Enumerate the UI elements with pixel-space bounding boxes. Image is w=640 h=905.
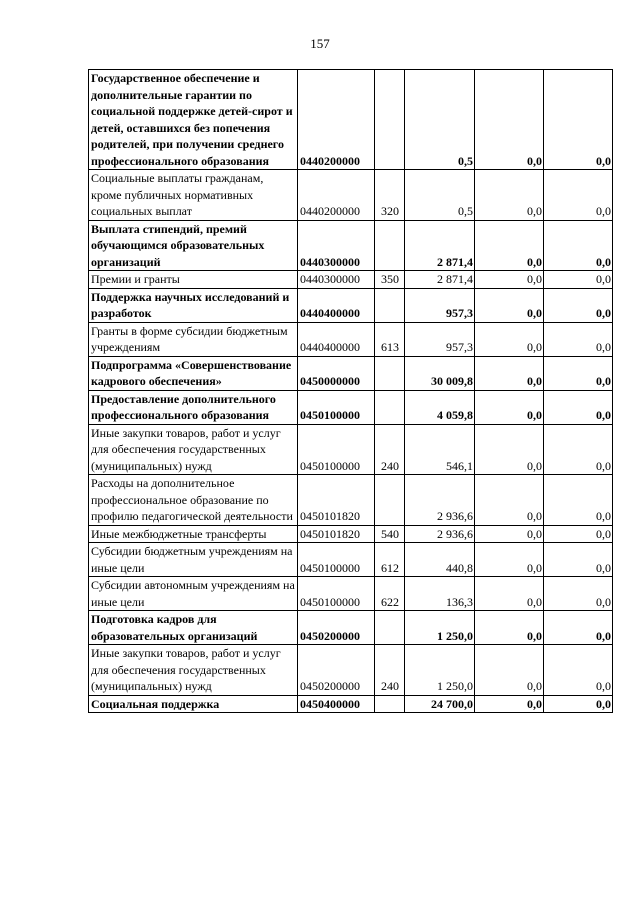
row-amount-cell: 957,3 — [405, 322, 475, 356]
row-code-cell: 0440300000 — [298, 271, 375, 289]
row-name-cell: Премии и гранты — [89, 271, 298, 289]
row-amount-cell: 957,3 — [405, 288, 475, 322]
row-value-2-cell: 0,0 — [475, 390, 544, 424]
row-amount-cell: 4 059,8 — [405, 390, 475, 424]
page-number: 157 — [310, 36, 330, 51]
row-code-cell: 0440400000 — [298, 322, 375, 356]
row-value-2-cell: 0,0 — [475, 424, 544, 475]
row-value-3-cell: 0,0 — [544, 390, 613, 424]
row-code-cell: 0450200000 — [298, 611, 375, 645]
table-row — [89, 322, 613, 356]
row-value-2-cell: 0,0 — [475, 288, 544, 322]
row-value-3-cell: 0,0 — [544, 645, 613, 696]
table-row — [89, 543, 613, 577]
row-name-cell: Иные закупки товаров, работ и услуг для обеспечения государственных (муниципальных) нужд — [89, 424, 298, 475]
row-value-3-cell: 0,0 — [544, 220, 613, 271]
row-value-3-cell: 0,0 — [544, 322, 613, 356]
table-row — [89, 424, 613, 475]
row-expense-type-cell — [375, 695, 405, 713]
row-expense-type-cell: 540 — [375, 525, 405, 543]
table-row — [89, 220, 613, 271]
table-row — [89, 645, 613, 696]
row-name-cell: Гранты в форме субсидии бюджетным учреждениям — [89, 322, 298, 356]
row-code-cell: 0440400000 — [298, 288, 375, 322]
row-name-cell: Предоставление дополнительного профессионального образования — [89, 390, 298, 424]
row-name-cell: Расходы на дополнительное профессиональное образование по профилю педагогической деятельности — [89, 475, 298, 526]
table-row — [89, 525, 613, 543]
row-name-cell: Подготовка кадров для образовательных организаций — [89, 611, 298, 645]
row-value-2-cell: 0,0 — [475, 271, 544, 289]
row-value-2-cell: 0,0 — [475, 70, 544, 170]
budget-table — [88, 69, 613, 713]
row-expense-type-cell — [375, 220, 405, 271]
row-code-cell: 0450101820 — [298, 475, 375, 526]
row-value-3-cell: 0,0 — [544, 543, 613, 577]
row-value-3-cell: 0,0 — [544, 424, 613, 475]
row-value-3-cell: 0,0 — [544, 525, 613, 543]
table-row — [89, 475, 613, 526]
row-value-3-cell: 0,0 — [544, 356, 613, 390]
row-value-2-cell: 0,0 — [475, 611, 544, 645]
row-code-cell: 0450100000 — [298, 543, 375, 577]
row-value-2-cell: 0,0 — [475, 543, 544, 577]
table-row — [89, 695, 613, 713]
row-name-cell: Иные закупки товаров, работ и услуг для обеспечения государственных (муниципальных) нужд — [89, 645, 298, 696]
row-value-2-cell: 0,0 — [475, 577, 544, 611]
row-amount-cell: 0,5 — [405, 170, 475, 221]
row-name-cell: Выплата стипендий, премий обучающимся образовательных организаций — [89, 220, 298, 271]
row-amount-cell: 546,1 — [405, 424, 475, 475]
table-row — [89, 271, 613, 289]
row-amount-cell: 30 009,8 — [405, 356, 475, 390]
row-code-cell: 0440200000 — [298, 70, 375, 170]
table-row — [89, 390, 613, 424]
row-value-3-cell: 0,0 — [544, 577, 613, 611]
row-value-2-cell: 0,0 — [475, 695, 544, 713]
row-code-cell: 0450200000 — [298, 645, 375, 696]
table-row — [89, 288, 613, 322]
table-row — [89, 70, 613, 170]
row-expense-type-cell: 350 — [375, 271, 405, 289]
row-code-cell: 0440300000 — [298, 220, 375, 271]
row-amount-cell: 2 871,4 — [405, 271, 475, 289]
row-amount-cell: 24 700,0 — [405, 695, 475, 713]
row-expense-type-cell: 240 — [375, 424, 405, 475]
row-name-cell: Социальная поддержка — [89, 695, 298, 713]
row-value-3-cell: 0,0 — [544, 475, 613, 526]
row-expense-type-cell: 613 — [375, 322, 405, 356]
row-value-2-cell: 0,0 — [475, 170, 544, 221]
row-expense-type-cell — [375, 356, 405, 390]
row-value-3-cell: 0,0 — [544, 611, 613, 645]
row-amount-cell: 2 936,6 — [405, 525, 475, 543]
row-name-cell: Подпрограмма «Совершенствование кадрового обеспечения» — [89, 356, 298, 390]
row-value-2-cell: 0,0 — [475, 475, 544, 526]
row-code-cell: 0450101820 — [298, 525, 375, 543]
row-name-cell: Субсидии автономным учреждениям на иные цели — [89, 577, 298, 611]
row-name-cell: Иные межбюджетные трансферты — [89, 525, 298, 543]
row-amount-cell: 0,5 — [405, 70, 475, 170]
row-expense-type-cell: 320 — [375, 170, 405, 221]
row-name-cell: Субсидии бюджетным учреждениям на иные цели — [89, 543, 298, 577]
table-row — [89, 611, 613, 645]
row-value-2-cell: 0,0 — [475, 525, 544, 543]
row-code-cell: 0450400000 — [298, 695, 375, 713]
row-value-3-cell: 0,0 — [544, 170, 613, 221]
row-name-cell: Поддержка научных исследований и разработок — [89, 288, 298, 322]
row-amount-cell: 1 250,0 — [405, 611, 475, 645]
table-row — [89, 356, 613, 390]
row-value-2-cell: 0,0 — [475, 220, 544, 271]
row-expense-type-cell: 612 — [375, 543, 405, 577]
row-name-cell: Государственное обеспечение и дополнительные гарантии по социальной поддержке детей-сирот и детей, оставшихся без попечения родителей, при получении среднего профессионального образования — [89, 70, 298, 170]
row-code-cell: 0450100000 — [298, 424, 375, 475]
row-amount-cell: 136,3 — [405, 577, 475, 611]
row-value-2-cell: 0,0 — [475, 356, 544, 390]
row-code-cell: 0450000000 — [298, 356, 375, 390]
row-expense-type-cell — [375, 288, 405, 322]
row-expense-type-cell — [375, 70, 405, 170]
table-body — [89, 70, 613, 713]
row-name-cell: Социальные выплаты гражданам, кроме публичных нормативных социальных выплат — [89, 170, 298, 221]
row-expense-type-cell — [375, 475, 405, 526]
row-value-3-cell: 0,0 — [544, 70, 613, 170]
row-code-cell: 0440200000 — [298, 170, 375, 221]
row-expense-type-cell: 240 — [375, 645, 405, 696]
table-row — [89, 577, 613, 611]
row-amount-cell: 440,8 — [405, 543, 475, 577]
row-value-3-cell: 0,0 — [544, 695, 613, 713]
row-value-3-cell: 0,0 — [544, 271, 613, 289]
row-amount-cell: 1 250,0 — [405, 645, 475, 696]
row-amount-cell: 2 936,6 — [405, 475, 475, 526]
row-expense-type-cell: 622 — [375, 577, 405, 611]
table-row — [89, 170, 613, 221]
row-amount-cell: 2 871,4 — [405, 220, 475, 271]
row-code-cell: 0450100000 — [298, 390, 375, 424]
row-code-cell: 0450100000 — [298, 577, 375, 611]
row-value-2-cell: 0,0 — [475, 645, 544, 696]
row-expense-type-cell — [375, 390, 405, 424]
row-expense-type-cell — [375, 611, 405, 645]
row-value-3-cell: 0,0 — [544, 288, 613, 322]
row-value-2-cell: 0,0 — [475, 322, 544, 356]
